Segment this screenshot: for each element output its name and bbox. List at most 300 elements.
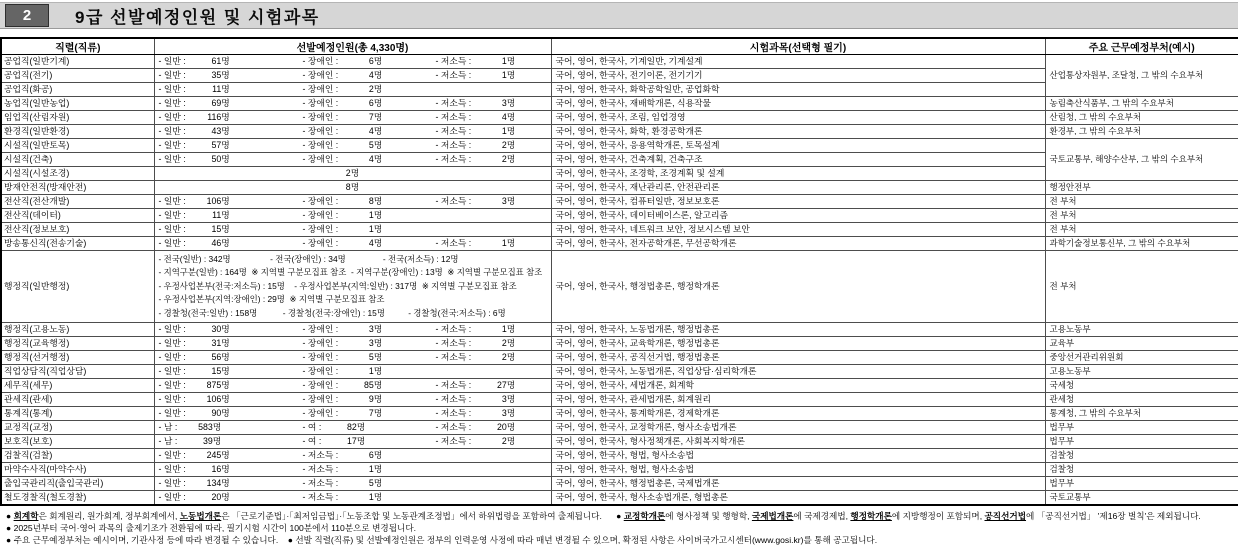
quota-value: 56명 bbox=[211, 352, 230, 363]
quota-cell bbox=[154, 83, 551, 97]
series-cell: 공업직(화공) bbox=[1, 83, 154, 97]
quota-value: 5명 bbox=[368, 352, 383, 363]
quota-value: 50명 bbox=[211, 154, 230, 165]
quota-value: 82명 bbox=[346, 422, 366, 433]
series-cell: 시설직(시설조경) bbox=[1, 167, 154, 181]
quota-grid bbox=[155, 492, 551, 503]
quota-segment bbox=[436, 112, 551, 123]
quota-segment bbox=[436, 70, 551, 81]
footnotes bbox=[0, 506, 1238, 546]
quota-label: - 저소득 : bbox=[435, 70, 472, 81]
quota-label: - 장애인 : bbox=[302, 112, 339, 123]
quota-value: 106명 bbox=[206, 394, 230, 405]
quota-cell bbox=[154, 237, 551, 251]
column-header-quota: 선발예정인원(총 4,330명) bbox=[154, 38, 551, 55]
quota-grid bbox=[155, 450, 551, 461]
quota-value: 90명 bbox=[211, 408, 230, 419]
table-row bbox=[1, 449, 1238, 463]
quota-label: - 장애인 : bbox=[302, 394, 339, 405]
quota-value: 5명 bbox=[368, 478, 383, 489]
quota-value: 2명 bbox=[501, 436, 516, 447]
quota-segment bbox=[159, 464, 303, 475]
table-row bbox=[1, 421, 1238, 435]
dept-cell: 전 부처 bbox=[1045, 223, 1238, 237]
series-cell: 전산직(데이터) bbox=[1, 209, 154, 223]
quota-value: 27명 bbox=[496, 380, 516, 391]
quota-segment bbox=[303, 196, 436, 207]
quota-label: - 저소득 : bbox=[302, 478, 339, 489]
quota-label: - 저소득 : bbox=[435, 324, 472, 335]
dept-cell: 중앙선거관리위원회 bbox=[1045, 351, 1238, 365]
quota-label: - 일반 : bbox=[158, 394, 186, 405]
series-cell: 방송통신직(전송기술) bbox=[1, 237, 154, 251]
quota-value: 245명 bbox=[206, 450, 230, 461]
quota-label: - 일반 : bbox=[158, 408, 186, 419]
quota-cell bbox=[154, 477, 551, 491]
quota-value: 3명 bbox=[368, 324, 383, 335]
quota-label: - 저소득 : bbox=[435, 196, 472, 207]
quota-value: 4명 bbox=[368, 70, 383, 81]
dept-cell: 검찰청 bbox=[1045, 463, 1238, 477]
note-text: 은 회계원리, 원가회계, 정부회계에서, bbox=[38, 511, 180, 522]
quota-label: - 장애인 : bbox=[302, 238, 339, 249]
quota-value: 15명 bbox=[211, 366, 230, 377]
subjects-cell: 국어, 영어, 한국사, 조경학, 조경계획 및 설계 bbox=[551, 167, 1045, 181]
quota-label: - 장애인 : bbox=[302, 140, 339, 151]
quota-label: - 장애인 : bbox=[302, 98, 339, 109]
subjects-cell: 국어, 영어, 한국사, 컴퓨터일반, 정보보호론 bbox=[551, 195, 1045, 209]
subjects-cell: 국어, 영어, 한국사, 형법, 형사소송법 bbox=[551, 449, 1045, 463]
quota-line: - 전국(일반) : 342명 - 전국(장애인) : 34명 - 전국(저소득) : 12명 bbox=[158, 254, 459, 264]
quota-grid bbox=[155, 338, 551, 349]
dept-cell: 행정안전부 bbox=[1045, 181, 1238, 195]
subjects-cell: 국어, 영어, 한국사, 공직선거법, 행정법총론 bbox=[551, 351, 1045, 365]
series-cell: 직업상담직(직업상담) bbox=[1, 365, 154, 379]
dept-cell: 고용노동부 bbox=[1045, 365, 1238, 379]
note-term: 회계학 bbox=[13, 511, 39, 522]
quota-label: - 남 : bbox=[158, 436, 178, 447]
subjects-cell: 국어, 영어, 한국사, 재난관리론, 안전관리론 bbox=[551, 181, 1045, 195]
dept-cell: 국토교통부, 해양수산부, 그 밖의 수요부처 bbox=[1045, 139, 1238, 181]
series-cell: 행정직(일반행정) bbox=[1, 251, 154, 323]
quota-cell bbox=[154, 379, 551, 393]
note-text: 에 「공직선거법」 '제16장 벌칙'은 제외됩니다. bbox=[1026, 511, 1201, 522]
quota-label: - 저소득 : bbox=[435, 126, 472, 137]
quota-segment bbox=[436, 394, 551, 405]
quota-segment bbox=[436, 126, 551, 137]
quota-label: - 장애인 : bbox=[302, 352, 339, 363]
subjects-cell: 국어, 영어, 한국사, 건축계획, 건축구조 bbox=[551, 153, 1045, 167]
quota-value: 8명 bbox=[368, 196, 383, 207]
quota-segment bbox=[159, 84, 303, 95]
quota-label: - 일반 : bbox=[158, 196, 186, 207]
quota-segment bbox=[303, 126, 436, 137]
note-text: ● 주요 근무예정부처는 예시이며, 기관사정 등에 따라 변경될 수 있습니다. ● 선발 직렬(직류) 및 선발예정인원은 정부의 인력운영 사정에 따라 매년 변경될 수 있으며, 확정된 사항은 사이버국가고시센터(www.gosi.kr)를 통해 공고됩니다. bbox=[6, 535, 878, 546]
quota-value: 1명 bbox=[501, 70, 516, 81]
quota-grid bbox=[155, 56, 551, 67]
series-cell: 임업직(산림자원) bbox=[1, 111, 154, 125]
subjects-cell: 국어, 영어, 한국사, 교정학개론, 형사소송법개론 bbox=[551, 421, 1045, 435]
quota-value: 3명 bbox=[501, 408, 516, 419]
table-row bbox=[1, 463, 1238, 477]
quota-label: - 장애인 : bbox=[302, 324, 339, 335]
quota-cell bbox=[154, 323, 551, 337]
dept-cell: 환경부, 그 밖의 수요부처 bbox=[1045, 125, 1238, 139]
table-row bbox=[1, 379, 1238, 393]
quota-label: - 일반 : bbox=[158, 380, 186, 391]
quota-label: - 저소득 : bbox=[435, 422, 472, 433]
quota-value: 4명 bbox=[368, 238, 383, 249]
quota-value: 3명 bbox=[501, 394, 516, 405]
quota-segment bbox=[436, 140, 551, 151]
quota-segment bbox=[303, 464, 436, 475]
quota-label: - 저소득 : bbox=[435, 408, 472, 419]
subjects-cell: 국어, 영어, 한국사, 관세법개론, 회계원리 bbox=[551, 393, 1045, 407]
dept-cell: 국세청 bbox=[1045, 379, 1238, 393]
subjects-cell: 국어, 영어, 한국사, 데이터베이스론, 알고리즘 bbox=[551, 209, 1045, 223]
quota-grid bbox=[155, 380, 551, 391]
subjects-cell: 국어, 영어, 한국사, 행정법총론, 행정학개론 bbox=[551, 251, 1045, 323]
quota-value: 1명 bbox=[501, 56, 516, 67]
subjects-cell: 국어, 영어, 한국사, 행정법총론, 국제법개론 bbox=[551, 477, 1045, 491]
title-bar bbox=[0, 2, 1238, 29]
page-title: 9급 선발예정인원 및 시험과목 bbox=[75, 8, 320, 27]
quota-segment bbox=[303, 450, 436, 461]
table-row bbox=[1, 209, 1238, 223]
quota-value: 4명 bbox=[368, 154, 383, 165]
quota-label: - 저소득 : bbox=[435, 394, 472, 405]
dept-cell: 교육부 bbox=[1045, 337, 1238, 351]
dept-cell: 국토교통부 bbox=[1045, 491, 1238, 506]
quota-segment bbox=[159, 478, 303, 489]
quota-value: 1명 bbox=[368, 224, 383, 235]
quota-value: 6명 bbox=[368, 98, 383, 109]
quota-label: - 저소득 : bbox=[435, 238, 472, 249]
quota-value: 1명 bbox=[368, 210, 383, 221]
quota-segment bbox=[436, 154, 551, 165]
quota-grid bbox=[155, 126, 551, 137]
quota-value: 17명 bbox=[346, 436, 366, 447]
note-term: 행정학개론 bbox=[850, 511, 892, 522]
table-row bbox=[1, 491, 1238, 506]
quota-label: - 일반 : bbox=[158, 324, 186, 335]
dept-cell: 법무부 bbox=[1045, 421, 1238, 435]
quota-cell bbox=[154, 435, 551, 449]
quota-line: - 우정사업본부(지역:장애인) : 29명 ※ 지역별 구분모집표 참조 bbox=[158, 294, 385, 305]
quota-segment bbox=[303, 70, 436, 81]
quota-value: 20명 bbox=[496, 422, 516, 433]
quota-segment bbox=[303, 338, 436, 349]
series-cell: 행정직(선거행정) bbox=[1, 351, 154, 365]
quota-label: - 일반 : bbox=[158, 112, 186, 123]
quota-label: - 일반 : bbox=[158, 210, 186, 221]
quota-label: - 저소득 : bbox=[435, 112, 472, 123]
series-cell: 철도경찰직(철도경찰) bbox=[1, 491, 154, 506]
quota-label: - 일반 : bbox=[158, 154, 186, 165]
table-row bbox=[1, 139, 1238, 153]
quota-segment bbox=[303, 238, 436, 249]
quota-label: - 저소득 : bbox=[435, 56, 472, 67]
quota-segment bbox=[436, 98, 551, 109]
quota-grid bbox=[155, 422, 551, 433]
quota-cell bbox=[154, 111, 551, 125]
quota-value: 39명 bbox=[202, 436, 222, 447]
quota-grid bbox=[155, 196, 551, 207]
dept-cell: 전 부처 bbox=[1045, 251, 1238, 323]
quota-segment bbox=[159, 408, 303, 419]
quota-value: 2명 bbox=[501, 140, 516, 151]
quota-segment bbox=[303, 352, 436, 363]
quota-label: - 장애인 : bbox=[302, 126, 339, 137]
note-text: 은 「근로기준법」·「최저임금법」·「노동조합 및 노동관계조정법」에서 하위법령을 포함하여 출제됩니다. ● bbox=[221, 511, 624, 522]
quota-grid bbox=[155, 352, 551, 363]
quota-segment bbox=[159, 196, 303, 207]
quota-cell: 2명 bbox=[154, 167, 551, 181]
series-cell: 전산직(정보보호) bbox=[1, 223, 154, 237]
quota-value: 16명 bbox=[211, 464, 230, 475]
quota-label: - 일반 : bbox=[158, 492, 186, 503]
quota-label: - 남 : bbox=[158, 422, 178, 433]
quota-cell bbox=[154, 393, 551, 407]
series-cell: 전산직(전산개발) bbox=[1, 195, 154, 209]
quota-label: - 저소득 : bbox=[435, 338, 472, 349]
quota-label: - 장애인 : bbox=[302, 380, 339, 391]
quota-grid bbox=[155, 478, 551, 489]
quota-cell bbox=[154, 251, 551, 323]
quota-label: - 일반 : bbox=[158, 98, 186, 109]
quota-value: 1명 bbox=[501, 126, 516, 137]
series-cell: 검찰직(검찰) bbox=[1, 449, 154, 463]
quota-value: 875명 bbox=[206, 380, 230, 391]
selection-table bbox=[0, 37, 1238, 506]
quota-value: 9명 bbox=[368, 394, 383, 405]
quota-label: - 장애인 : bbox=[302, 210, 339, 221]
column-header-dept: 주요 근무예정부처(예시) bbox=[1045, 38, 1238, 55]
quota-segment bbox=[303, 112, 436, 123]
quota-label: - 장애인 : bbox=[302, 56, 339, 67]
quota-value: 6명 bbox=[368, 56, 383, 67]
quota-cell bbox=[154, 223, 551, 237]
quota-segment bbox=[303, 56, 436, 67]
quota-value: 11명 bbox=[212, 210, 230, 221]
table-row bbox=[1, 323, 1238, 337]
quota-value: 57명 bbox=[211, 140, 230, 151]
quota-cell: 8명 bbox=[154, 181, 551, 195]
quota-value: 35명 bbox=[211, 70, 230, 81]
quota-segment bbox=[159, 380, 303, 391]
quota-cell bbox=[154, 97, 551, 111]
quota-label: - 일반 : bbox=[158, 238, 186, 249]
quota-label: - 저소득 : bbox=[435, 380, 472, 391]
subjects-cell: 국어, 영어, 한국사, 기계일반, 기계설계 bbox=[551, 55, 1045, 69]
quota-segment bbox=[436, 324, 551, 335]
quota-label: - 저소득 : bbox=[435, 154, 472, 165]
quota-segment bbox=[159, 126, 303, 137]
subjects-cell: 국어, 영어, 한국사, 형사소송법개론, 형법총론 bbox=[551, 491, 1045, 506]
quota-segment bbox=[159, 450, 303, 461]
series-cell: 환경직(일반환경) bbox=[1, 125, 154, 139]
quota-label: - 장애인 : bbox=[302, 224, 339, 235]
table-row bbox=[1, 111, 1238, 125]
quota-segment bbox=[436, 436, 551, 447]
quota-segment bbox=[159, 422, 303, 433]
quota-value: 3명 bbox=[501, 196, 516, 207]
quota-cell bbox=[154, 337, 551, 351]
table-row bbox=[1, 435, 1238, 449]
table-body bbox=[1, 55, 1238, 506]
note-term: 공직선거법 bbox=[984, 511, 1027, 522]
quota-value: 11명 bbox=[212, 84, 230, 95]
quota-label: - 일반 : bbox=[158, 140, 186, 151]
quota-cell bbox=[154, 365, 551, 379]
quota-grid bbox=[155, 140, 551, 151]
dept-cell: 고용노동부 bbox=[1045, 323, 1238, 337]
quota-segment bbox=[159, 436, 303, 447]
quota-value: 4명 bbox=[501, 112, 516, 123]
quota-segment bbox=[303, 436, 436, 447]
quota-value: 46명 bbox=[211, 238, 230, 249]
series-cell: 방재안전직(방재안전) bbox=[1, 181, 154, 195]
quota-segment bbox=[159, 210, 303, 221]
quota-segment bbox=[159, 352, 303, 363]
quota-label: - 장애인 : bbox=[302, 366, 339, 377]
quota-cell bbox=[154, 125, 551, 139]
quota-segment bbox=[159, 366, 303, 377]
quota-label: - 일반 : bbox=[158, 56, 186, 67]
table-row bbox=[1, 251, 1238, 323]
quota-value: 1명 bbox=[501, 238, 516, 249]
quota-segment bbox=[159, 70, 303, 81]
quota-segment bbox=[159, 98, 303, 109]
quota-label: - 여 : bbox=[302, 436, 322, 447]
quota-label: - 일반 : bbox=[158, 70, 186, 81]
series-cell: 마약수사직(마약수사) bbox=[1, 463, 154, 477]
subjects-cell: 국어, 영어, 한국사, 형법, 형사소송법 bbox=[551, 463, 1045, 477]
quota-grid bbox=[155, 436, 551, 447]
quota-label: - 저소득 : bbox=[435, 436, 472, 447]
quota-label: - 장애인 : bbox=[302, 408, 339, 419]
quota-cell bbox=[154, 209, 551, 223]
quota-segment bbox=[159, 56, 303, 67]
subjects-cell: 국어, 영어, 한국사, 화학, 환경공학개론 bbox=[551, 125, 1045, 139]
quota-value: 2명 bbox=[368, 84, 383, 95]
quota-value: 1명 bbox=[501, 324, 516, 335]
note-text: ● bbox=[6, 511, 14, 522]
quota-label: - 저소득 : bbox=[302, 450, 339, 461]
dept-cell: 산업통상자원부, 조달청, 그 밖의 수요부처 bbox=[1045, 55, 1238, 97]
quota-segment bbox=[159, 154, 303, 165]
quota-segment bbox=[303, 408, 436, 419]
quota-value: 6명 bbox=[368, 450, 383, 461]
series-cell: 공업직(일반기계) bbox=[1, 55, 154, 69]
quota-value: 1명 bbox=[368, 464, 383, 475]
dept-cell: 법무부 bbox=[1045, 435, 1238, 449]
quota-value: 7명 bbox=[368, 408, 383, 419]
subjects-cell: 국어, 영어, 한국사, 전자공학개론, 무선공학개론 bbox=[551, 237, 1045, 251]
column-header-series: 직렬(직류) bbox=[1, 38, 154, 55]
quota-segment bbox=[303, 366, 436, 377]
dept-cell: 농림축산식품부, 그 밖의 수요부처 bbox=[1045, 97, 1238, 111]
quota-value: 69명 bbox=[211, 98, 230, 109]
quota-cell bbox=[154, 449, 551, 463]
quota-label: - 일반 : bbox=[158, 478, 186, 489]
table-row bbox=[1, 55, 1238, 69]
quota-label: - 장애인 : bbox=[302, 70, 339, 81]
series-cell: 관세직(관세) bbox=[1, 393, 154, 407]
series-cell: 공업직(전기) bbox=[1, 69, 154, 83]
quota-label: - 일반 : bbox=[158, 352, 186, 363]
quota-segment bbox=[303, 478, 436, 489]
quota-segment bbox=[303, 98, 436, 109]
quota-label: - 일반 : bbox=[158, 464, 186, 475]
quota-cell bbox=[154, 463, 551, 477]
quota-segment bbox=[303, 394, 436, 405]
quota-label: - 저소득 : bbox=[435, 98, 472, 109]
series-cell: 행정직(교육행정) bbox=[1, 337, 154, 351]
quota-cell bbox=[154, 491, 551, 506]
quota-label: - 일반 : bbox=[158, 338, 186, 349]
quota-grid bbox=[155, 408, 551, 419]
series-cell: 보호직(보호) bbox=[1, 435, 154, 449]
quota-value: 134명 bbox=[206, 478, 230, 489]
table-row bbox=[1, 365, 1238, 379]
note-term: 국제법개론 bbox=[751, 511, 794, 522]
table-header-row bbox=[1, 38, 1238, 55]
quota-line: - 우정사업본부(전국:저소득) : 15명 - 우정사업본부(지역:일반) : 317명 ※ 지역별 구분모집표 참조 bbox=[158, 280, 517, 291]
quota-value: 2명 bbox=[501, 352, 516, 363]
quota-segment bbox=[436, 352, 551, 363]
table-row bbox=[1, 351, 1238, 365]
note-text: 에 지방행정이 포함되며, bbox=[891, 511, 985, 522]
table-row bbox=[1, 223, 1238, 237]
series-cell: 교정직(교정) bbox=[1, 421, 154, 435]
section-number: 2 bbox=[5, 4, 49, 27]
table-row bbox=[1, 181, 1238, 195]
quota-segment bbox=[436, 238, 551, 249]
note-line bbox=[6, 510, 1234, 522]
quota-grid bbox=[155, 98, 551, 109]
subjects-cell: 국어, 영어, 한국사, 조림, 임업경영 bbox=[551, 111, 1045, 125]
quota-segment bbox=[303, 324, 436, 335]
quota-value: 4명 bbox=[368, 126, 383, 137]
quota-segment bbox=[303, 492, 436, 503]
table-row bbox=[1, 407, 1238, 421]
page bbox=[0, 2, 1238, 547]
subjects-cell: 국어, 영어, 한국사, 응용역학개론, 토목설계 bbox=[551, 139, 1045, 153]
quota-value: 3명 bbox=[368, 338, 383, 349]
quota-label: - 일반 : bbox=[158, 84, 186, 95]
subjects-cell: 국어, 영어, 한국사, 노동법개론, 직업상담·심리학개론 bbox=[551, 365, 1045, 379]
dept-cell: 전 부처 bbox=[1045, 209, 1238, 223]
dept-cell: 과학기술정보통신부, 그 밖의 수요부처 bbox=[1045, 237, 1238, 251]
quota-label: - 여 : bbox=[302, 422, 322, 433]
quota-grid bbox=[155, 324, 551, 335]
quota-label: - 일반 : bbox=[158, 450, 186, 461]
quota-value: 583명 bbox=[198, 422, 222, 433]
quota-segment bbox=[303, 422, 436, 433]
quota-value: 43명 bbox=[211, 126, 230, 137]
dept-cell: 관세청 bbox=[1045, 393, 1238, 407]
quota-grid bbox=[155, 464, 551, 475]
subjects-cell: 국어, 영어, 한국사, 전기이론, 전기기기 bbox=[551, 69, 1045, 83]
quota-segment bbox=[159, 238, 303, 249]
column-header-subjects: 시험과목(선택형 필기) bbox=[551, 38, 1045, 55]
quota-grid bbox=[155, 112, 551, 123]
quota-label: - 장애인 : bbox=[302, 196, 339, 207]
quota-label: - 저소득 : bbox=[302, 464, 339, 475]
quota-segment bbox=[303, 224, 436, 235]
quota-label: - 일반 : bbox=[158, 224, 186, 235]
